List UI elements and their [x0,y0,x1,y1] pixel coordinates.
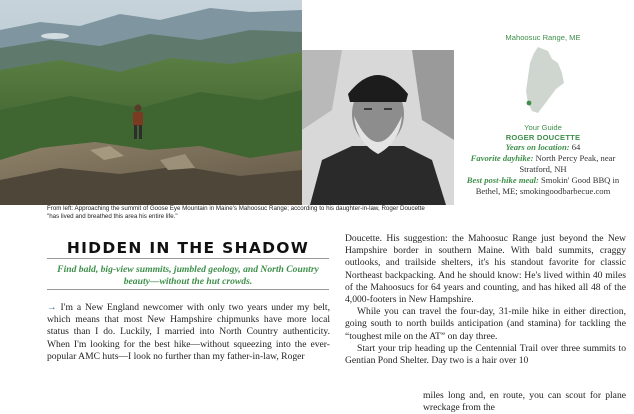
article-column-1 [47,302,330,363]
years-value: 64 [569,142,581,152]
guide-sidebar [458,30,628,197]
posthike-label: Best post-hike meal: [466,175,539,185]
paragraph: While you can travel the four-day, 31-mile hike in either direction, going south to north builds anticipation (and stamina) for tackling the “toughest mile on the AT” on day three. [345,306,626,342]
article-column-2 [345,233,626,367]
years-on-location [458,142,628,153]
favorite-dayhike [458,153,628,175]
paragraph [47,302,330,363]
paragraph: Doucette. His suggestion: the Mahoosuc Range just beyond the New Hampshire border in southern Maine. With bald summits, craggy outlooks, and trailside shelters, it's his standout favorite for classic Northeast backpacking. And he should know: He's lived within 40 miles of the Mahoosucs for 64 years and counting, and has hiked all 48 of the 4,000-footers in New Hampshire. [345,233,626,306]
dayhike-value: North Percy Peak, near Stratford, NH [519,153,616,174]
article-headline: HIDDEN IN THE SHADOW [66,239,310,257]
paragraph: miles long and, en route, you can scout for plane wreckage from the [423,390,626,414]
paragraph-text: I'm a New England newcomer with only two years under my belt, which means that most New Hampshire chipmunks have more local status than I do. Luckily, I married into North Country authenticity. When I'm looking for the best hike—without squeezing into the ever-popular AMC huts—I look no further than my father-in-law, Roger [47,302,330,362]
years-label: Years on location: [505,142,570,152]
hero-photo [0,0,302,205]
photo-caption: From left: Approaching the summit of Goose Eye Mountain in Maine's Mahoosuc Range; according to his daughter-in-law, Roger Doucette "has lived and breathed this area his entire life." [47,205,425,221]
article-deck: Find bald, big-view summits, jumbled geology, and North Country beauty—without the hut crowds. [57,264,319,288]
posthike-value: Smokin' Good BBQ in Bethel, ME; smokingoodbarbecue.com [475,175,620,196]
portrait-photo [302,50,454,205]
arrow-icon: → [47,302,57,313]
divider [47,289,329,290]
maine-map-icon [518,45,568,117]
dayhike-label: Favorite dayhike: [470,153,534,163]
paragraph: Start your trip heading up the Centennial Trail over three summits to Gentian Pond Shelter. Day two is a hair over 10 [345,342,626,367]
location-label: Mahoosuc Range, ME [505,33,581,42]
divider [47,258,329,259]
best-post-hike-meal [458,175,628,197]
your-guide-label: Your Guide [524,123,562,132]
guide-name: ROGER DOUCETTE [505,133,581,142]
article-column-2-continued [423,390,626,414]
